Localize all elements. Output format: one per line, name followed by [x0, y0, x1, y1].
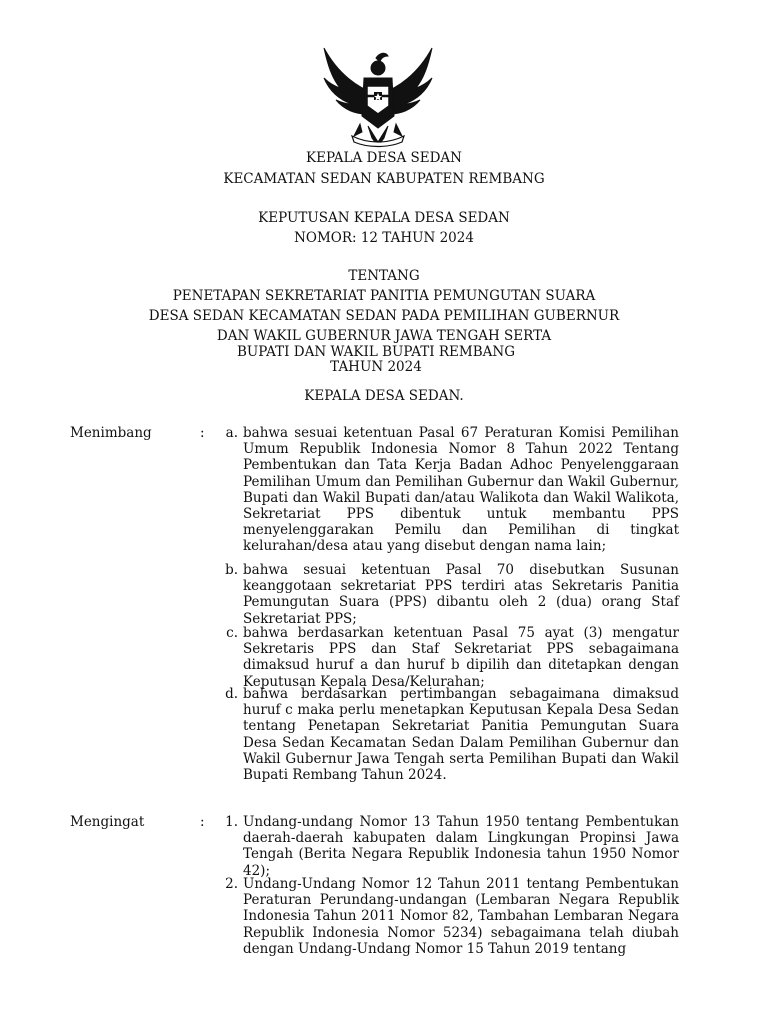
header-district: KECAMATAN SEDAN KABUPATEN REMBANG — [223, 171, 545, 187]
list-item-text: bahwa sesuai ketentuan Pasal 67 Peraturan Komisi Pemilihan Umum Republik Indonesia Nomor 8 Tahun 2022 Tentang Pembentukan dan Tata Kerja Badan Adhoc Penyelenggaraan Pemilihan Umum dan Pemilihan Gubernur dan Wakil Gubernur, Bupati dan Wakil Bupati dan/atau Walikota dan Wakil Walikota, Sekretariat PPS dibentuk untuk membantu PPS menyelenggarakan Pemilu dan Pemilihan di tingkat kelurahan/desa atau yang disebut dengan nama lain; — [243, 425, 679, 555]
list-item-text: bahwa berdasarkan pertimbangan sebagaimana dimaksud huruf c maka perlu menetapkan Keputusan Kepala Desa Sedan tentang Penetapan Sekretariat Panitia Pemungutan Suara Desa Sedan Kecamatan Sedan Dalam Pemilihan Gubernur dan Wakil Gubernur Jawa Tengah serta Pemilihan Bupati dan Wakil Bupati Rembang Tahun 2024. — [243, 686, 679, 784]
subject-line: BUPATI DAN WAKIL BUPATI REMBANG — [237, 344, 515, 360]
list-item-text: bahwa berdasarkan ketentuan Pasal 75 ayat (3) mengatur Sekretaris PPS dan Staf Sekretariat PPS sebagaimana dimaksud huruf a dan huruf b dipilih dan ditetapkan dengan Keputusan Kepala Desa/Kelurahan; — [243, 625, 679, 690]
list-item-marker: c. — [226, 625, 238, 641]
mengingat-label: Mengingat — [70, 814, 145, 830]
garuda-emblem-icon — [318, 44, 438, 152]
subject-label: TENTANG — [348, 268, 420, 284]
list-item-marker: 1. — [225, 814, 238, 830]
list-item-marker: a. — [225, 425, 238, 441]
menimbang-colon: : — [200, 425, 205, 441]
list-item-marker: d. — [225, 686, 238, 702]
decree-title: KEPUTUSAN KEPALA DESA SEDAN — [258, 210, 510, 226]
authority-line: KEPALA DESA SEDAN. — [304, 388, 464, 404]
list-item-text: bahwa sesuai ketentuan Pasal 70 disebutkan Susunan keanggotaan sekretariat PPS terdiri atas Sekretaris Panitia Pemungutan Suara (PPS) dibantu oleh 2 (dua) orang Staf Sekretariat PPS; — [243, 562, 679, 627]
list-item-text: Undang-Undang Nomor 12 Tahun 2011 tentang Pembentukan Peraturan Perundang-undangan (Lembaran Negara Republik Indonesia Tahun 2011 Nomor 82, Tambahan Lembaran Negara Republik Indonesia Nomor 5234) sebagaimana telah diubah dengan Undang-Undang Nomor 15 Tahun 2019 tentang — [243, 876, 679, 957]
mengingat-colon: : — [200, 814, 205, 830]
list-item-text: Undang-undang Nomor 13 Tahun 1950 tentang Pembentukan daerah-daerah kabupaten dalam Lingkungan Propinsi Jawa Tengah (Berita Negara Republik Indonesia tahun 1950 Nomor 42); — [243, 814, 679, 879]
subject-line: DAN WAKIL GUBERNUR JAWA TENGAH SERTA — [216, 328, 552, 344]
header-institution: KEPALA DESA SEDAN — [306, 150, 462, 166]
subject-line: PENETAPAN SEKRETARIAT PANITIA PEMUNGUTAN SUARA — [172, 288, 596, 304]
subject-line: TAHUN 2024 — [330, 359, 422, 375]
menimbang-label: Menimbang — [70, 425, 152, 441]
decree-number: NOMOR: 12 TAHUN 2024 — [294, 230, 474, 246]
subject-line: DESA SEDAN KECAMATAN SEDAN PADA PEMILIHAN GUBERNUR — [148, 308, 620, 324]
list-item-marker: b. — [225, 562, 238, 578]
list-item-marker: 2. — [225, 876, 238, 892]
